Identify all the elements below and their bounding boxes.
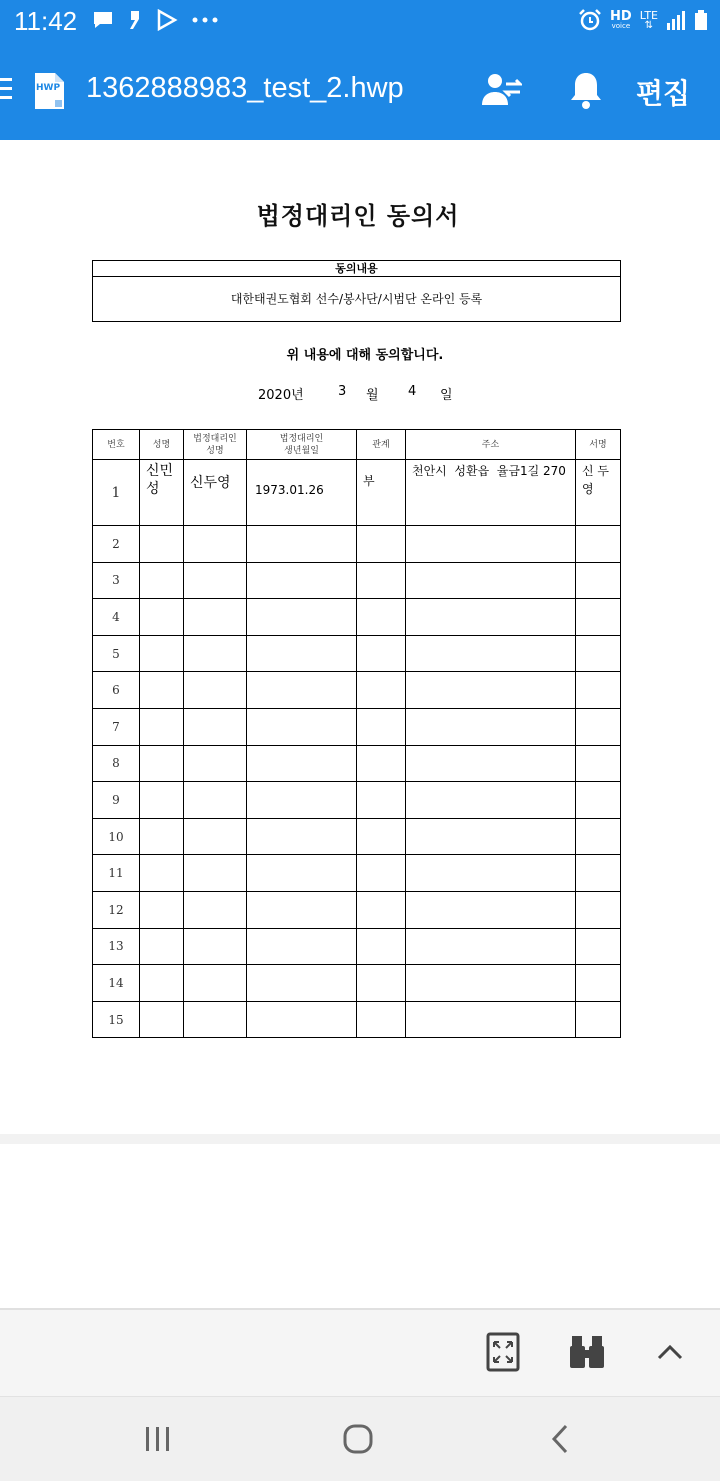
cell-signature: [576, 635, 621, 672]
app-bar: [0, 42, 720, 140]
table-row: [93, 1001, 621, 1038]
date-month-unit: 월: [366, 388, 379, 403]
cell-relation: [357, 928, 406, 965]
lte-label: LTE: [639, 8, 658, 22]
cell-signature: [576, 782, 621, 819]
notification-icon: [128, 9, 142, 31]
row-number: 13: [93, 928, 140, 965]
cell-name: [140, 635, 184, 672]
cell-name: [140, 1001, 184, 1038]
document-title: 법정대리인 동의서: [256, 202, 460, 230]
cell-guardian-name: [184, 672, 247, 709]
hwp-badge: HWP: [36, 83, 61, 93]
table-row: [93, 460, 621, 526]
table-row: [93, 745, 621, 782]
cell-guardian-birth: [247, 965, 357, 1002]
cell-signature: [576, 928, 621, 965]
cell-guardian-name: [184, 891, 247, 928]
row-number: 9: [93, 782, 140, 819]
table-row: [93, 599, 621, 636]
consent-body: 대한태권도협회 선수/봉사단/시범단 온라인 등록: [230, 292, 483, 306]
cell-signature: [576, 745, 621, 782]
row-number: 10: [93, 818, 140, 855]
status-bar: [0, 0, 720, 42]
cell-signature: [576, 1001, 621, 1038]
cell-address: [406, 782, 576, 819]
hwp-file-icon: [33, 72, 65, 110]
table-row: [93, 635, 621, 672]
cell-relation: [357, 782, 406, 819]
cell-address: [406, 855, 576, 892]
cell-relation: [357, 891, 406, 928]
cell-guardian-name: [184, 635, 247, 672]
table-header-row: [93, 430, 621, 460]
cell-address: [406, 818, 576, 855]
cell-signature: [576, 891, 621, 928]
cell-signature: [576, 708, 621, 745]
table-row: [93, 672, 621, 709]
page-separator: [0, 1134, 720, 1144]
cell-name: [140, 891, 184, 928]
row-number: 8: [93, 745, 140, 782]
cell-guardian-birth: [247, 818, 357, 855]
play-store-icon: [156, 9, 178, 31]
message-icon: [92, 10, 114, 30]
document-page: [0, 140, 720, 1134]
cell-signature: [576, 599, 621, 636]
date-day-unit: 일: [440, 388, 453, 403]
cell-relation: 부: [357, 460, 406, 526]
cell-address: [406, 526, 576, 563]
cell-relation: [357, 526, 406, 563]
table-row: [93, 526, 621, 563]
cell-guardian-name: [184, 965, 247, 1002]
cell-relation: [357, 745, 406, 782]
signal-icon: [666, 9, 686, 31]
table-row: [93, 562, 621, 599]
cell-relation: [357, 599, 406, 636]
hd-voice-icon: [610, 10, 632, 30]
cell-relation: [357, 818, 406, 855]
row-number: 4: [93, 599, 140, 636]
status-icons-left: [92, 9, 218, 31]
cell-guardian-name: [184, 782, 247, 819]
cell-address: [406, 708, 576, 745]
table-row: [93, 891, 621, 928]
file-title: 1362888983_test_2.hwp: [86, 72, 404, 104]
cell-guardian-name: [184, 708, 247, 745]
battery-icon: [694, 9, 708, 31]
home-icon[interactable]: [338, 1419, 378, 1459]
cell-name: [140, 965, 184, 1002]
date-month: 3: [338, 384, 347, 399]
user-switch-icon[interactable]: [482, 72, 522, 108]
cell-guardian-birth: [247, 782, 357, 819]
bell-icon[interactable]: [568, 70, 604, 110]
table-row: [93, 818, 621, 855]
cell-address: [406, 965, 576, 1002]
chevron-up-icon[interactable]: [656, 1332, 684, 1372]
cell-relation: [357, 708, 406, 745]
cell-name: [140, 782, 184, 819]
cell-name: [140, 745, 184, 782]
cell-signature: [576, 460, 621, 526]
row-number: 7: [93, 708, 140, 745]
cell-address: 천안시 성환읍 율금1길 270: [406, 460, 576, 526]
date-day: 4: [408, 384, 417, 399]
cell-name: [140, 599, 184, 636]
cell-guardian-birth: [247, 708, 357, 745]
table-row: [93, 928, 621, 965]
name-value: 신민성: [146, 463, 174, 497]
cell-guardian-name: 신두영: [184, 460, 247, 526]
edit-button[interactable]: 편집: [636, 77, 691, 110]
cell-signature: [576, 526, 621, 563]
header-signature: 서명: [576, 430, 621, 460]
cell-guardian-birth: [247, 855, 357, 892]
cell-guardian-birth: [247, 599, 357, 636]
header-guardian-birth: 법정대리인 생년월일: [247, 430, 357, 460]
cell-guardian-birth: [247, 891, 357, 928]
table-row: [93, 965, 621, 1002]
cell-address: [406, 745, 576, 782]
cell-guardian-name: [184, 599, 247, 636]
cell-relation: [357, 562, 406, 599]
row-number: 2: [93, 526, 140, 563]
recent-apps-icon[interactable]: [138, 1419, 178, 1459]
status-icons-right: [578, 8, 708, 32]
date-line: [258, 384, 453, 403]
row-number: 1: [93, 460, 140, 526]
cell-guardian-name: [184, 745, 247, 782]
cell-guardian-name: [184, 855, 247, 892]
cell-name: [140, 526, 184, 563]
alarm-icon: [578, 8, 602, 32]
header-guardian-name: 법정대리인 성명: [184, 430, 247, 460]
lte-icon: LTE ⇅: [639, 8, 658, 31]
cell-address: [406, 1001, 576, 1038]
cell-guardian-birth: [247, 526, 357, 563]
header-address: 주소: [406, 430, 576, 460]
row-number: 15: [93, 1001, 140, 1038]
cell-name: [140, 818, 184, 855]
menu-icon[interactable]: [0, 76, 14, 102]
cell-guardian-birth: [247, 562, 357, 599]
cell-relation: [357, 965, 406, 1002]
row-number: 5: [93, 635, 140, 672]
cell-address: [406, 599, 576, 636]
cell-guardian-birth: [247, 672, 357, 709]
cell-name: [140, 460, 184, 526]
cell-relation: [357, 672, 406, 709]
cell-address: [406, 891, 576, 928]
date-year: 2020년: [258, 388, 304, 403]
cell-name: [140, 708, 184, 745]
status-time: 11:42: [14, 6, 78, 36]
cell-address: [406, 635, 576, 672]
consent-box: [92, 260, 621, 322]
header-relation: 관계: [357, 430, 406, 460]
next-page: [0, 1144, 720, 1308]
header-name: 성명: [140, 430, 184, 460]
cell-guardian-birth: 1973.01.26: [247, 460, 357, 526]
cell-signature: [576, 855, 621, 892]
row-number: 14: [93, 965, 140, 1002]
cell-relation: [357, 855, 406, 892]
find-binoculars-icon[interactable]: [568, 1332, 606, 1372]
row-number: 12: [93, 891, 140, 928]
cell-name: [140, 562, 184, 599]
table-row: [93, 855, 621, 892]
cell-signature: [576, 818, 621, 855]
cell-guardian-birth: [247, 928, 357, 965]
cell-address: [406, 928, 576, 965]
cell-signature: [576, 965, 621, 1002]
bottom-toolbar: [0, 1308, 720, 1398]
cell-guardian-name: [184, 526, 247, 563]
row-number: 6: [93, 672, 140, 709]
cell-relation: [357, 1001, 406, 1038]
cell-signature: [576, 672, 621, 709]
signature-value: 신 두 영: [582, 464, 609, 496]
registration-table: [92, 429, 621, 1038]
cell-name: [140, 672, 184, 709]
cell-guardian-name: [184, 1001, 247, 1038]
agree-statement: 위 내용에 대해 동의합니다.: [286, 348, 444, 363]
cell-signature: [576, 562, 621, 599]
header-number: 번호: [93, 430, 140, 460]
consent-header: 동의내용: [93, 261, 620, 277]
cell-guardian-name: [184, 818, 247, 855]
cell-name: [140, 855, 184, 892]
cell-guardian-birth: [247, 745, 357, 782]
navigation-bar: [0, 1396, 720, 1481]
cell-guardian-name: [184, 928, 247, 965]
cell-guardian-birth: [247, 635, 357, 672]
hd-label: HD: [610, 9, 632, 24]
more-icon: [192, 16, 218, 24]
table-row: [93, 708, 621, 745]
voice-label: voice: [611, 22, 631, 30]
cell-address: [406, 562, 576, 599]
fullscreen-icon[interactable]: [486, 1332, 520, 1372]
back-icon[interactable]: [540, 1419, 580, 1459]
cell-guardian-name: [184, 562, 247, 599]
cell-address: [406, 672, 576, 709]
cell-relation: [357, 635, 406, 672]
row-number: 11: [93, 855, 140, 892]
row-number: 3: [93, 562, 140, 599]
cell-guardian-birth: [247, 1001, 357, 1038]
table-row: [93, 782, 621, 819]
cell-name: [140, 928, 184, 965]
